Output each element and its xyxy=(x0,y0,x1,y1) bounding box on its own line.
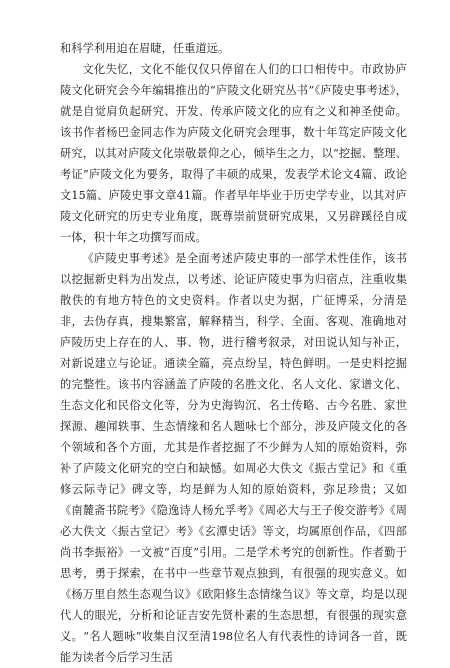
paragraph-1: 和科学利用迫在眉睫，任重道远。 xyxy=(60,42,230,55)
paragraph-2: 文化失忆，文化不能仅仅只停留在人们的口口相传中。市政协庐陵文化研究会今年编辑推出的“庐陵文化研究丛书”《庐陵史事考述》，就是自觉肩负起研究、开发、传承庐陵文化的应有之义和神圣使命。该书作者杨巴金同志作为庐陵文化研究会理事，数十年笃定庐陵文化研究，以其对庐陵文化崇敬景仰之心，倾毕生之力，以“挖掘、整理、考证”庐陵文化为要务，取得了丰硕的成果，发表学术论文4篇、政论文15篇、庐陵史事文章41篇。作者早年毕业于历史学专业，以其对庐陵文化研究的历史专业角度，既尊崇前贤研究成果，又另辟蹊径自成一体，积十年之功撰写而成。 xyxy=(60,63,407,244)
paragraph-3: 《庐陵史事考述》是全面考述庐陵史事的一部学术性佳作，该书以挖掘新史料为出发点，以考述、论证庐陵史事为归宿点，注重收集散佚的有地方特色的文史资料。作者以史为据，广征博采，分清是非，去伪存真，搜集繁富，解释精当，科学、全面、客观、准确地对庐陵历史上存在的人、事、物，进行稽考叙录，对田说认知与补正，对新说建立与论证。通读全篇，亮点纷呈，特色鲜明。一是史料挖掘的完整性。该书内容涵盖了庐陵的名胜文化、名人文化、家谱文化、生态文化和民俗文化等，分为史海钩沉、名士传略、古今名胜、家世探源、趣闻轶事、生态情缘和名人题咏七个部分，涉及庐陵文化的各个领域和各个方面，尤其是作者挖掘了不少鲜为人知的原始资料，弥补了庐陵文化研究的空白和缺憾。如周必大佚文《振古堂记》和《重修云际寺记》碑文等，均是鲜为人知的原始资料，弥足珍贵；又如《南麓斋书院考》《隐逸诗人杨允孚考》《周必大与王子俊交游考》《周必大佚文〈振古堂记〉考》《玄潭史话》等文，均属原创作品，《四部尚书李振裕》一文被“百度”引用。二是学术考究的创新性。作者勤于思考，勇于探索，在书中一些章节观点独到，有很强的现实意义。如《杨万里自然生态观刍议》《欧阳修生态情缘刍议》等文章，均是以现代人的眼光，分析和论证吉安先贤朴素的生态思想，有很强的现实意义。“名人题咏”收集自汉至清198位名人有代表性的诗词各一首，既能为读者今后学习生活 xyxy=(60,252,407,664)
